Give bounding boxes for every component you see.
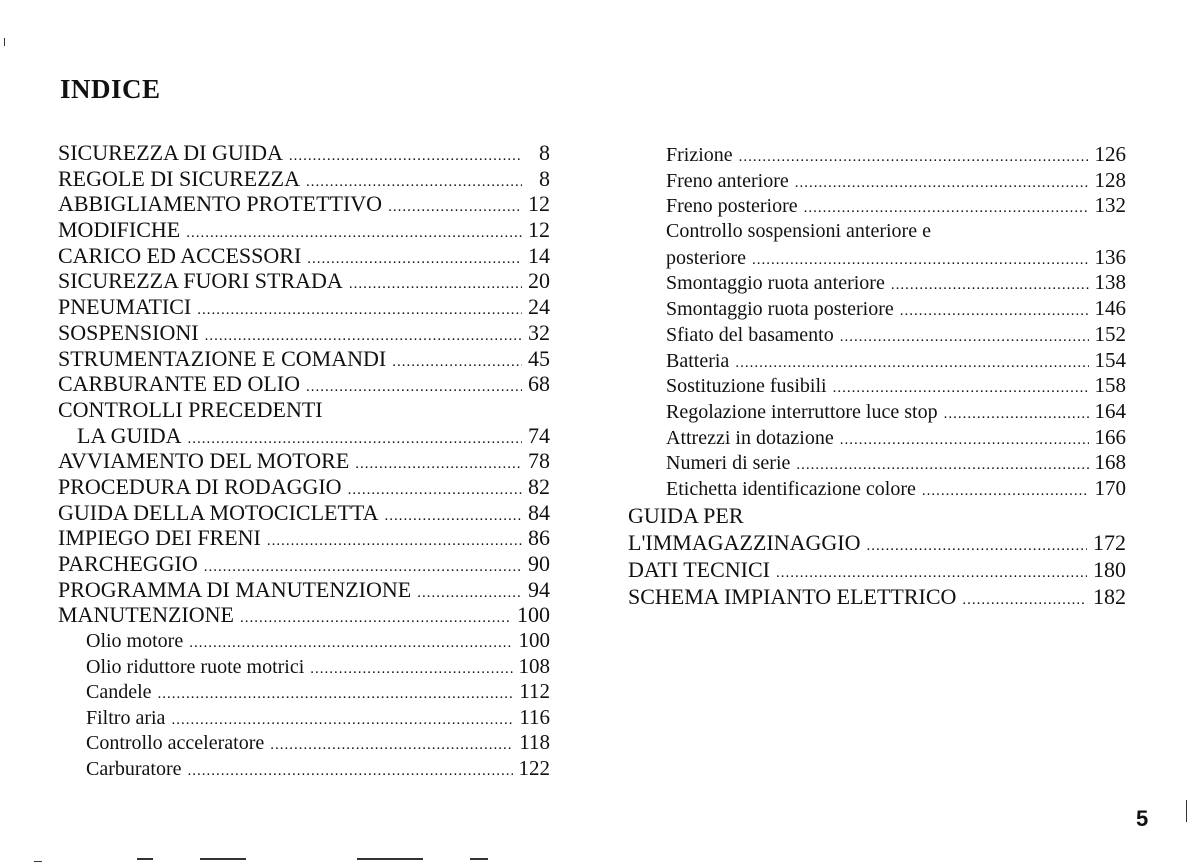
toc-entry-label: Filtro aria: [86, 706, 166, 729]
toc-entry-page: 84: [528, 499, 550, 525]
toc-entry-label: GUIDA PER: [628, 502, 744, 528]
toc-entry-label: Olio motore: [86, 630, 184, 653]
toc-entry-label: Sfiato del basamento: [666, 323, 834, 346]
toc-entry: [628, 219, 1126, 245]
toc-entry-label: DATI TECNICI: [628, 556, 770, 582]
toc-entry-page: 158: [1094, 373, 1126, 398]
toc-entry-page: 138: [1094, 270, 1126, 295]
toc-entry: [58, 730, 550, 756]
toc-entry: [628, 450, 1126, 476]
toc-entry-page: 164: [1094, 398, 1126, 423]
toc-entry: [58, 679, 550, 705]
toc-entry-label: Freno anteriore: [666, 169, 789, 192]
dot-leader: [289, 144, 522, 170]
toc-entry-label: MODIFICHE: [58, 217, 181, 243]
toc-entry-label: Sostituzione fusibili: [666, 375, 827, 398]
toc-entry-label: Candele: [86, 681, 152, 704]
toc-entry: [58, 371, 550, 397]
toc-entry-label: Numeri di serie: [666, 452, 791, 475]
toc-entry-page: 82: [528, 473, 550, 499]
toc-entry: [58, 140, 550, 166]
toc-entry-label: PROGRAMMA DI MANUTENZIONE: [58, 576, 412, 602]
dot-leader: [189, 631, 512, 657]
toc-entry-label: PARCHEGGIO: [58, 551, 198, 576]
toc-entry-page: 12: [528, 217, 550, 243]
toc-entry: [58, 448, 550, 474]
dot-leader: [384, 504, 522, 530]
toc-entry-label: Batteria: [666, 349, 730, 372]
toc-left-column: [58, 140, 550, 782]
toc-entry-page: 170: [1094, 475, 1126, 500]
toc-entry-label: L'IMMAGAZZINAGGIO: [628, 529, 861, 555]
toc-entry: [58, 346, 550, 372]
toc-entry-page: 180: [1093, 556, 1126, 582]
toc-entry: [58, 294, 550, 320]
toc-entry-page: 136: [1094, 244, 1126, 269]
toc-entry-label: PNEUMATICI: [58, 294, 192, 320]
toc-entry-label: CONTROLLI PRECEDENTI: [58, 396, 323, 422]
toc-entry-label: SICUREZZA DI GUIDA: [58, 140, 283, 165]
toc-entry: [628, 296, 1126, 322]
toc-entry-label: LA GUIDA: [77, 422, 182, 448]
dot-leader: [270, 733, 513, 759]
dot-leader: [752, 248, 1089, 274]
toc-entry-page: 68: [528, 371, 550, 397]
dot-leader: [922, 479, 1089, 505]
toc-entry: [628, 168, 1126, 194]
toc-entry-label: MANUTENZIONE: [58, 602, 234, 628]
toc-entry: [58, 628, 550, 654]
toc-entry-page: 126: [1094, 142, 1126, 166]
dot-leader: [840, 325, 1089, 351]
toc-entry-label: IMPIEGO DEI FRENI: [58, 525, 261, 551]
toc-entry-page: 12: [528, 191, 550, 217]
toc-entry-page: 154: [1094, 347, 1126, 372]
toc-entry: [58, 320, 550, 346]
toc-entry-label: Controllo sospensioni anteriore e: [666, 220, 931, 243]
toc-entry-label: CARICO ED ACCESSORI: [58, 242, 302, 268]
toc-entry-label: SCHEMA IMPIANTO ELETTRICO: [628, 583, 957, 609]
toc-entry: [58, 577, 550, 603]
toc-entry-page: 78: [528, 448, 550, 474]
dot-leader: [388, 195, 522, 221]
toc-entry-page: 166: [1094, 424, 1126, 449]
dot-leader: [735, 351, 1088, 377]
toc-entry: [628, 348, 1126, 374]
dot-leader: [417, 581, 522, 607]
toc-entry-page: 100: [518, 628, 550, 653]
dot-leader: [310, 657, 512, 683]
toc-entry-page: 14: [528, 242, 550, 268]
toc-entry: [628, 583, 1126, 610]
scan-mark: [1186, 800, 1187, 822]
dot-leader: [962, 587, 1087, 614]
toc-entry-page: 45: [528, 345, 550, 371]
dot-leader: [944, 402, 1089, 428]
scan-mark: [4, 38, 5, 46]
toc-entry: [58, 525, 550, 551]
toc-entry-page: 118: [519, 730, 550, 755]
toc-right-column: [628, 142, 1126, 610]
dot-leader: [349, 272, 522, 298]
toc-entry-label: AVVIAMENTO DEL MOTORE: [58, 448, 350, 474]
dot-leader: [158, 682, 514, 708]
toc-entry: [628, 556, 1126, 583]
toc-entry: [628, 502, 1126, 529]
dot-leader: [795, 171, 1089, 197]
toc-entry-page: 122: [518, 756, 550, 781]
scan-mark: [357, 858, 423, 860]
toc-entry: [628, 245, 1126, 271]
toc-entry: [628, 270, 1126, 296]
toc-entry-page: 90: [528, 551, 550, 576]
toc-entry: [58, 191, 550, 217]
toc-entry-page: 20: [528, 268, 550, 294]
scan-mark: [200, 858, 246, 860]
toc-entry-page: 182: [1093, 583, 1126, 609]
toc-entry-label: Regolazione interruttore luce stop: [666, 400, 938, 423]
dot-leader: [267, 529, 522, 555]
toc-entry-label: SICUREZZA FUORI STRADA: [58, 268, 343, 294]
toc-entry-page: 128: [1094, 167, 1126, 192]
toc-entry-page: 152: [1094, 321, 1126, 346]
toc-entry: [58, 602, 550, 628]
toc-entry: [58, 551, 550, 577]
toc-entry: [58, 500, 550, 526]
dot-leader: [171, 708, 513, 734]
toc-entry-page: 108: [518, 653, 550, 678]
toc-entry: [58, 268, 550, 294]
dot-leader: [739, 145, 1089, 171]
toc-entry-label: Freno posteriore: [666, 195, 798, 218]
toc-entry-label: Etichetta identificazione colore: [666, 477, 916, 500]
toc-entry-page: 8: [539, 165, 550, 191]
toc-entry-page: 94: [528, 576, 550, 602]
toc-entry-label: Attrezzi in dotazione: [666, 426, 834, 449]
toc-entry-label: SOSPENSIONI: [58, 319, 199, 345]
toc-entry-label: ABBIGLIAMENTO PROTETTIVO: [58, 191, 383, 217]
toc-entry-label: Olio riduttore ruote motrici: [86, 655, 305, 678]
dot-leader: [840, 428, 1089, 454]
toc-entry-page: 8: [539, 140, 550, 165]
toc-entry: [58, 654, 550, 680]
toc-entry-label: Carburatore: [86, 758, 182, 781]
page-number: 5: [1136, 806, 1149, 831]
toc-entry-page: 32: [528, 319, 550, 345]
toc-entry: [628, 425, 1126, 451]
index-heading: INDICE: [60, 74, 161, 104]
toc-entry-page: 74: [528, 422, 550, 448]
dot-leader: [392, 350, 522, 376]
toc-entry: [58, 756, 550, 782]
toc-entry-label: Smontaggio ruota anteriore: [666, 272, 885, 295]
toc-entry-page: 146: [1094, 296, 1126, 321]
toc-entry-label: posteriore: [666, 246, 746, 269]
toc-entry: [628, 373, 1126, 399]
toc-entry: [58, 217, 550, 243]
toc-entry: [628, 399, 1126, 425]
dot-leader: [306, 375, 522, 401]
dot-leader: [833, 376, 1089, 402]
toc-entry-label: Controllo acceleratore: [86, 732, 265, 755]
dot-leader: [188, 759, 513, 785]
scan-mark: [34, 861, 42, 862]
toc-entry-label: Frizione: [666, 144, 733, 166]
toc-entry-label: STRUMENTAZIONE E COMANDI: [58, 345, 387, 371]
dot-leader: [355, 452, 522, 478]
toc-entry: [628, 476, 1126, 502]
toc-entry-page: 132: [1094, 193, 1126, 218]
toc-entry: [58, 705, 550, 731]
toc-entry-page: 86: [528, 525, 550, 551]
toc-entry-label: REGOLE DI SICUREZZA: [58, 165, 300, 191]
toc-entry-page: 116: [519, 704, 550, 729]
toc-entry-label: PROCEDURA DI RODAGGIO: [58, 473, 342, 499]
dot-leader: [197, 298, 522, 324]
scan-mark: [470, 858, 488, 860]
scan-mark: [137, 858, 153, 860]
toc-entry-page: 24: [528, 294, 550, 320]
toc-entry-label: Smontaggio ruota posteriore: [666, 298, 894, 321]
toc-entry-page: 100: [517, 602, 550, 628]
toc-entry: [58, 474, 550, 500]
dot-leader: [866, 533, 1087, 560]
toc-entry: [628, 529, 1126, 556]
toc-entry: [628, 193, 1126, 219]
toc-entry-page: 168: [1094, 450, 1126, 475]
dot-leader: [891, 273, 1089, 299]
toc-entry: [628, 142, 1126, 168]
toc-entry: [628, 322, 1126, 348]
dot-leader: [240, 606, 511, 632]
toc-entry-page: 172: [1093, 529, 1126, 555]
toc-entry: [58, 423, 550, 449]
toc-entry-label: GUIDA DELLA MOTOCICLETTA: [58, 499, 379, 525]
dot-leader: [796, 453, 1088, 479]
toc-entry-label: CARBURANTE ED OLIO: [58, 371, 300, 397]
toc-entry-page: 112: [519, 679, 550, 704]
dot-leader: [900, 299, 1089, 325]
